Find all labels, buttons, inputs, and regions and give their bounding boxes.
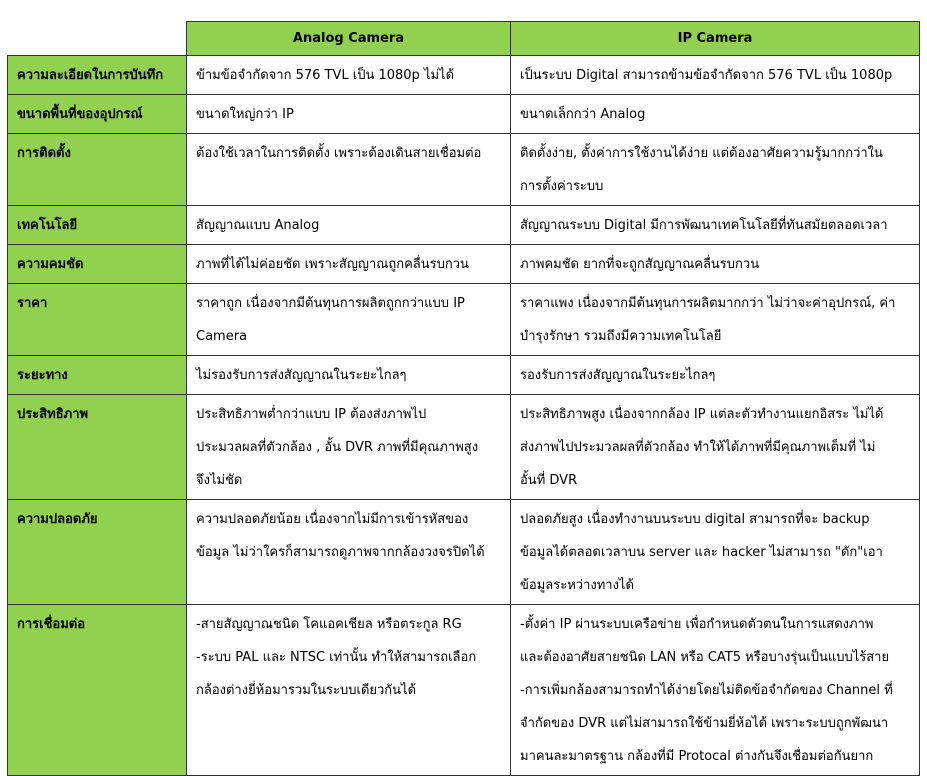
- analog-cell: [187, 56, 511, 95]
- table-row: [8, 206, 920, 245]
- row-label: การติดตั้ง: [8, 134, 187, 206]
- analog-cell: [187, 134, 511, 206]
- table-row: [8, 95, 920, 134]
- analog-cell-line: Camera: [196, 329, 248, 344]
- analog-cell-line: ต้องใช้เวลาในการติดตั้ง เพราะต้องเดินสายเชื่อมต่อ: [196, 146, 482, 161]
- column-header-ip: IP Camera: [511, 22, 920, 56]
- analog-cell-line: -สายสัญญาณชนิด โคแอคเชียล หรือตระกูล RG: [196, 617, 462, 632]
- analog-cell: [187, 395, 511, 500]
- table-row: [8, 245, 920, 284]
- table-header-row: [8, 22, 920, 56]
- analog-cell-line: จึงไม่ชัด: [196, 473, 243, 488]
- row-label: เทคโนโลยี: [8, 206, 187, 245]
- ip-cell: [511, 245, 920, 284]
- ip-cell-line: บำรุงรักษา รวมถึงมีความเทคโนโลยี: [520, 329, 722, 344]
- analog-cell: [187, 95, 511, 134]
- row-label: ความปลอดภัย: [8, 500, 187, 605]
- table-row: [8, 356, 920, 395]
- ip-cell-line: ติดตั้งง่าย, ตั้งค่าการใช้งานได้ง่าย แต่ต้องอาศัยความรู้มากกว่าใน: [520, 146, 883, 161]
- analog-cell: [187, 206, 511, 245]
- ip-cell: [511, 56, 920, 95]
- analog-cell-line: ประสิทธิภาพต่ำกว่าแบบ IP ต้องส่งภาพไป: [196, 407, 427, 422]
- ip-cell-line: รองรับการส่งสัญญาณในระยะไกลๆ: [520, 368, 716, 383]
- table-row: [8, 134, 920, 206]
- header-corner-cell: [8, 22, 187, 56]
- table-row: [8, 395, 920, 500]
- analog-cell-line: ความปลอดภัยน้อย เนื่องจากไม่มีการเข้ารหัสของ: [196, 512, 469, 527]
- row-label: ความละเอียดในการบันทึก: [8, 56, 187, 95]
- ip-cell: [511, 395, 920, 500]
- ip-cell: [511, 356, 920, 395]
- analog-cell: [187, 284, 511, 356]
- column-header-analog: Analog Camera: [187, 22, 511, 56]
- row-label: ราคา: [8, 284, 187, 356]
- ip-cell-line: มาคนละมาตรฐาน กล้องที่มี Protocal ต่างกันจึงเชื่อมต่อกันยาก: [520, 749, 874, 764]
- ip-cell-line: ประสิทธิภาพสูง เนื่องจากกล้อง IP แต่ละตัวทำงานแยกอิสระ ไม่ได้: [520, 407, 884, 422]
- table-row: [8, 284, 920, 356]
- ip-cell-line: สัญญาณระบบ Digital มีการพัฒนาเทคโนโลยีที่ทันสมัยตลอดเวลา: [520, 218, 888, 233]
- ip-cell-line: ภาพคมชัด ยากที่จะถูกสัญญาณคลื่นรบกวน: [520, 257, 760, 272]
- analog-cell-line: กล้องต่างยี่ห้อมารวมในระบบเดียวกันได้: [196, 683, 417, 698]
- table-row: [8, 500, 920, 605]
- ip-cell: [511, 284, 920, 356]
- ip-cell: [511, 500, 920, 605]
- analog-cell-line: ไม่รองรับการส่งสัญญาณในระยะไกลๆ: [196, 368, 407, 383]
- ip-cell: [511, 95, 920, 134]
- analog-cell: [187, 245, 511, 284]
- analog-cell: [187, 356, 511, 395]
- ip-cell-line: และต้องอาศัยสายชนิด LAN หรือ CAT5 หรือบางรุ่นเป็นแบบไร้สาย: [520, 650, 890, 665]
- ip-cell-line: จำกัดของ DVR แต่ไม่สามารถใช้ข้ามยี่ห้อได้ เพราะระบบถูกพัฒนา: [520, 716, 889, 731]
- ip-cell-line: ส่งภาพไปประมวลผลที่ตัวกล้อง ทำให้ได้ภาพที่มีคุณภาพเต็มที่ ไม่: [520, 440, 876, 455]
- table-row: [8, 56, 920, 95]
- row-label: ระยะทาง: [8, 356, 187, 395]
- ip-cell: [511, 605, 920, 776]
- ip-cell-line: อั้นที่ DVR: [520, 473, 578, 488]
- analog-cell-line: -ระบบ PAL และ NTSC เท่านั้น ทำให้สามารถเลือก: [196, 650, 477, 665]
- analog-cell-line: ข้ามข้อจำกัดจาก 576 TVL เป็น 1080p ไม่ได้: [196, 68, 455, 83]
- ip-cell: [511, 134, 920, 206]
- row-label: ความคมชัด: [8, 245, 187, 284]
- row-label: การเชื่อมต่อ: [8, 605, 187, 776]
- ip-cell: [511, 206, 920, 245]
- analog-cell-line: ข้อมูล ไม่ว่าใครก็สามารถดูภาพจากกล้องวงจรปิดได้: [196, 545, 485, 560]
- row-label: ประสิทธิภาพ: [8, 395, 187, 500]
- ip-cell-line: การตั้งค่าระบบ: [520, 179, 604, 194]
- analog-cell-line: ภาพที่ได้ไม่ค่อยชัด เพราะสัญญาณถูกคลื่นรบกวน: [196, 257, 469, 272]
- table-row: [8, 605, 920, 776]
- ip-cell-line: ขนาดเล็กกว่า Analog: [520, 107, 646, 122]
- ip-cell-line: ปลอดภัยสูง เนื่องทำงานบนระบบ digital สามารถที่จะ backup: [520, 512, 870, 527]
- ip-cell-line: ข้อมูลได้ตลอดเวลาบน server และ hacker ไม่สามารถ "ดัก"เอา: [520, 545, 883, 560]
- ip-cell-line: เป็นระบบ Digital สามารถข้ามข้อจำกัดจาก 576 TVL เป็น 1080p: [520, 68, 893, 83]
- ip-cell-line: ราคาแพง เนื่องจากมีต้นทุนการผลิตมากกว่า ไม่ว่าจะค่าอุปกรณ์, ค่า: [520, 296, 896, 311]
- comparison-table: [7, 21, 920, 776]
- ip-cell-line: -ตั้งค่า IP ผ่านระบบเครือข่าย เพื่อกำหนดตัวตนในการแสดงภาพ: [520, 617, 874, 632]
- ip-cell-line: ข้อมูลระหว่างทางได้: [520, 578, 634, 593]
- analog-cell-line: ราคาถูก เนื่องจากมีต้นทุนการผลิตถูกกว่าแบบ IP: [196, 296, 465, 311]
- ip-cell-line: -การเพิ่มกล้องสามารถทำได้ง่ายโดยไม่ติดข้อจำกัดของ Channel ที่: [520, 683, 893, 698]
- analog-cell: [187, 500, 511, 605]
- analog-cell-line: ประมวลผลที่ตัวกล้อง , อั้น DVR ภาพที่มีคุณภาพสูง: [196, 440, 479, 455]
- analog-cell: [187, 605, 511, 776]
- analog-cell-line: สัญญาณแบบ Analog: [196, 218, 320, 233]
- analog-cell-line: ขนาดใหญ่กว่า IP: [196, 107, 294, 122]
- row-label: ขนาดพื้นที่ของอุปกรณ์: [8, 95, 187, 134]
